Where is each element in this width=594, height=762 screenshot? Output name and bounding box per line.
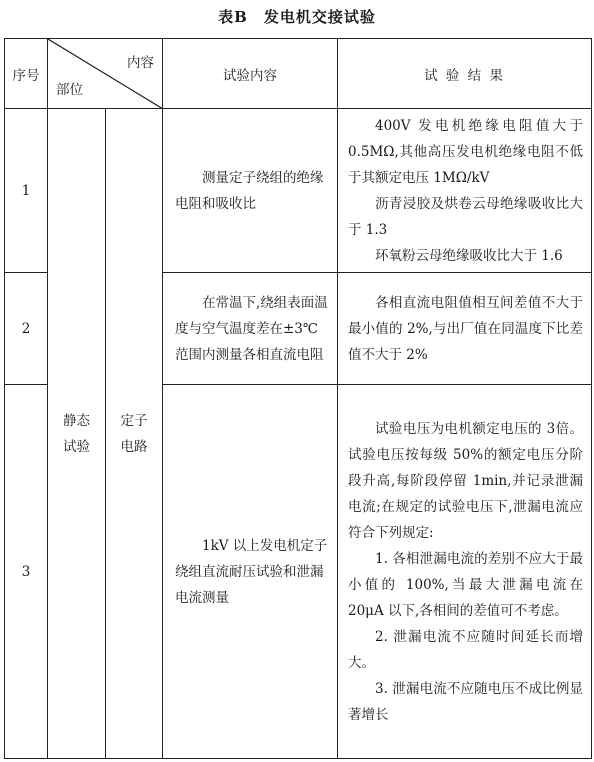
row-3-test: 1kV 以上发电机定子绕组直流耐压试验和泄漏电流测量 [163, 385, 338, 759]
header-row [5, 39, 592, 109]
row-2-test: 在常温下,绕组表面温度与空气温度差在±3℃范围内测量各相直流电阻 [163, 273, 338, 385]
table-row [5, 109, 592, 273]
row-1-test: 测量定子绕组的绝缘电阻和吸收比 [163, 109, 338, 273]
section-part [48, 109, 106, 759]
section-sub-line2: 电路 [120, 438, 148, 455]
section-part-line1: 静态 [63, 412, 90, 429]
diagonal-line [48, 39, 163, 109]
row-2-num: 2 [5, 273, 48, 385]
header-part: 部位 [56, 82, 83, 98]
table-title: 表B 发电机交接试验 [218, 8, 376, 26]
header-content: 内容 [127, 55, 154, 71]
section-sub [106, 109, 163, 759]
header-seq: 序号 [5, 39, 48, 109]
header-result: 试 验 结 果 [338, 39, 592, 109]
row-1-results: 400V 发电机绝缘电阻值大于0.5MΩ,其他高压发电机绝缘电阻不低于其额定电压 1MΩ/kV 沥青浸胶及烘卷云母绝缘吸收比大于 1.3 环氧粉云母绝缘吸收比大于 1.6 [338, 109, 592, 273]
header-diagonal-cell [48, 39, 163, 109]
row-3-num: 3 [5, 385, 48, 759]
header-test: 试验内容 [163, 39, 338, 109]
row-3-results: 试验电压为电机额定电压的 3倍。试验电压按每级 50%的额定电压分阶段升高,每阶段停留 1min,并记录泄漏电流;在规定的试验电压下,泄漏电流应符合下列规定: 1. 各相泄漏电流的差别不应大于最小值的 100%,当最大泄漏电流在 20μA 以下,各相间的差值可不考虑。 2. 泄漏电流不应随时间延长而增大。 3. 泄漏电流不应随电压不成比例显著增长 [338, 385, 592, 759]
generator-test-table [4, 38, 592, 759]
section-sub-line1: 定子 [120, 412, 148, 429]
row-2-results: 各相直流电阻值相互间差值不大于最小值的 2%,与出厂值在同温度下比差值不大于 2% [338, 273, 592, 385]
section-part-line2: 试验 [63, 438, 90, 455]
row-1-num: 1 [5, 109, 48, 273]
